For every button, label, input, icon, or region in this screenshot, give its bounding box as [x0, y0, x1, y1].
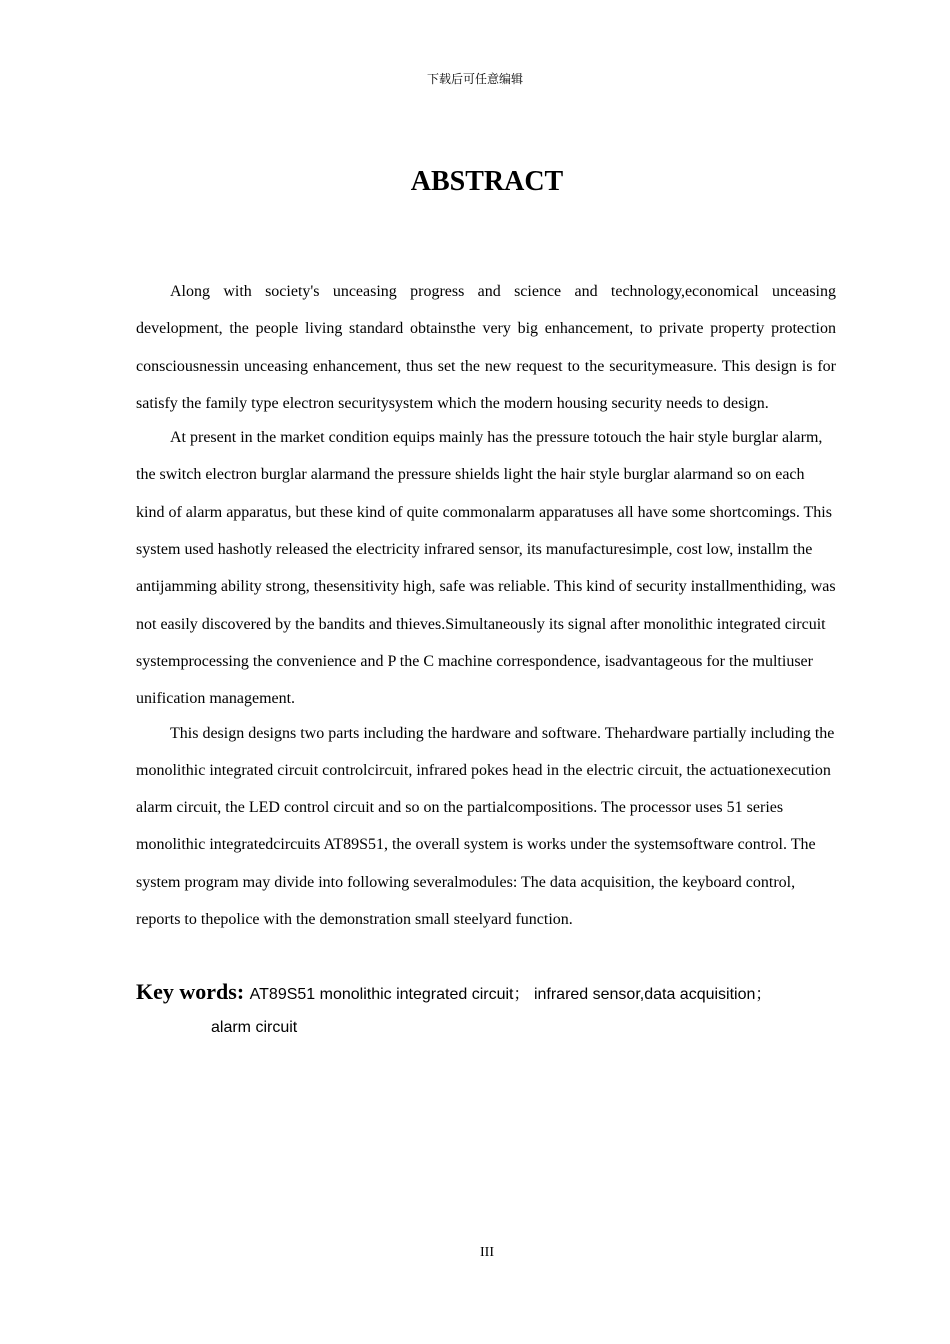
keywords-line-2 — [136, 1010, 856, 1046]
abstract-paragraph-2: At present in the market condition equips mainly has the pressure totouch the hair style burglar alarm, the switch electron burglar alarmand the pressure shields light the hair style burglar alarmand so on each kind of alarm apparatus, but these kind of quite commonalarm apparatuses all have some shortcomings. This system used hashotly released the electricity infrared sensor, its manufacturesimple, cost low, installm the antijamming ability strong, thesensitivity high, safe was reliable. This kind of security installmenthiding, was not easily discovered by the bandits and thieves.Simultaneously its signal after monolithic integrated circuit systemprocessing the convenience and P the C machine correspondence, isadvantageous for the multiuser unification management. — [136, 429, 836, 708]
keywords-text-1: AT89S51 monolithic integrated circuit； infrared sensor,data acquisition； — [249, 986, 772, 1003]
keywords-label: Key words — [136, 979, 237, 1004]
abstract-body — [136, 273, 836, 935]
keywords-text-2: alarm circuit — [211, 1019, 298, 1036]
abstract-paragraph-1: Along with society's unceasing progress and science and technology,economical unceasing development, the people living standard obtainsthe very big enhancement, to private property protection consciousnessin unceasing enhancement, thus set the new request to the securitymeasure. This design is for satisfy the family type electron securitysystem which the modern housing security needs to design. — [136, 283, 836, 412]
page-number: III — [480, 1245, 494, 1260]
keywords-separator: : — [236, 979, 250, 1004]
keywords-block — [136, 974, 856, 1046]
keywords-line-1 — [136, 974, 856, 1010]
abstract-paragraph-3: This design designs two parts including the hardware and software. Thehardware partially including the monolithic integrated circuit controlcircuit, infrared pokes head in the electric circuit, the actuationexecution alarm circuit, the LED control circuit and so on the partialcompositions. The processor uses 51 series monolithic integratedcircuits AT89S51, the overall system is works under the systemsoftware control. The system program may divide into following severalmodules: The data acquisition, the keyboard control, reports to thepolice with the demonstration small steelyard function. — [136, 724, 835, 929]
page-header-note: 下载后可任意编辑 — [426, 72, 523, 86]
abstract-title: ABSTRACT — [410, 166, 564, 197]
